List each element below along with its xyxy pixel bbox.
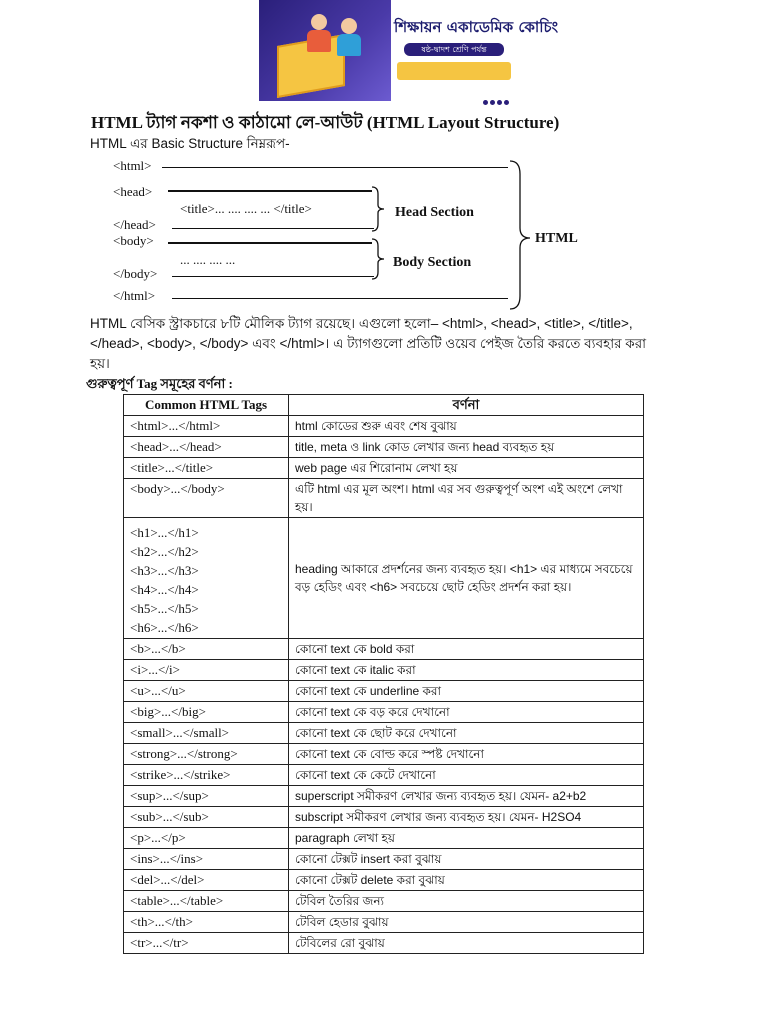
- desc-cell: এটি html এর মূল অংশ। html এর সব গুরুত্বপূর্ণ অংশ এই অংশে লেখা হয়।: [289, 479, 644, 518]
- table-row: [124, 437, 644, 458]
- body-dots: ... .... .... ...: [180, 252, 236, 267]
- tag-cell: <u>...</u>: [124, 681, 289, 702]
- table-header-row: [124, 395, 644, 416]
- tag-cell: <sub>...</sub>: [124, 807, 289, 828]
- tag-cell: <table>...</table>: [124, 891, 289, 912]
- tag-cell: <strike>...</strike>: [124, 765, 289, 786]
- desc-cell: paragraph লেখা হয়: [289, 828, 644, 849]
- desc-cell: কোনো text কে কেটে দেখানো: [289, 765, 644, 786]
- tag-cell: <sup>...</sup>: [124, 786, 289, 807]
- tag-body-open: <body>: [113, 233, 154, 248]
- table-row: [124, 933, 644, 954]
- tag-cell: <strong>...</strong>: [124, 744, 289, 765]
- table-row: [124, 518, 644, 639]
- html-label: HTML: [535, 231, 578, 246]
- brand-subtitle: ষষ্ঠ-দ্বাদশ শ্রেণি পর্যন্ত: [404, 43, 504, 56]
- tag-head-open: <head>: [113, 184, 153, 199]
- desc-cell: superscript সমীকরণ লেখার জন্য ব্যবহৃত হয়। যেমন- a2+b2: [289, 786, 644, 807]
- table-row: [124, 786, 644, 807]
- section-heading: গুরুত্বপূর্ণ Tag সমূহের বর্ণনা :: [86, 376, 233, 391]
- tag-cell: <del>...</del>: [124, 870, 289, 891]
- tag-cell: <i>...</i>: [124, 660, 289, 681]
- table-row: [124, 458, 644, 479]
- contact-strip: [397, 62, 511, 80]
- desc-cell: কোনো text কে ছোট করে দেখানো: [289, 723, 644, 744]
- desc-cell: subscript সমীকরণ লেখার জন্য ব্যবহৃত হয়। যেমন- H2SO4: [289, 807, 644, 828]
- desc-cell: টেবিল তৈরির জন্য: [289, 891, 644, 912]
- column-header-tags: Common HTML Tags: [124, 395, 289, 416]
- tag-cell: <b>...</b>: [124, 639, 289, 660]
- basic-structure-caption: HTML এর Basic Structure নিম্নরূপ-: [90, 136, 290, 151]
- tag-cell: <h1>...</h1> <h2>...</h2> <h3>...</h3> <h4>...</h4> <h5>...</h5> <h6>...</h6>: [124, 518, 289, 639]
- table-row: [124, 870, 644, 891]
- desc-cell: কোনো text কে বোল্ড করে স্পষ্ট দেখানো: [289, 744, 644, 765]
- desc-cell: কোনো text কে bold করা: [289, 639, 644, 660]
- tag-cell: <tr>...</tr>: [124, 933, 289, 954]
- table-row: [124, 765, 644, 786]
- desc-cell: কোনো text কে italic করা: [289, 660, 644, 681]
- tag-cell: <ins>...</ins>: [124, 849, 289, 870]
- head-brace: [372, 186, 386, 232]
- desc-cell: টেবিল হেডার বুঝায়: [289, 912, 644, 933]
- tag-cell: <big>...</big>: [124, 702, 289, 723]
- desc-cell: html কোডের শুরু এবং শেষ বুঝায়: [289, 416, 644, 437]
- desc-cell: কোনো text কে underline করা: [289, 681, 644, 702]
- tag-cell: <small>...</small>: [124, 723, 289, 744]
- banner-illustration: [259, 0, 391, 101]
- table-row: [124, 891, 644, 912]
- desc-cell: কোনো টেক্সট insert করা বুঝায়: [289, 849, 644, 870]
- tag-html-close: </html>: [113, 288, 156, 303]
- tag-title-line: <title>... .... .... ... </title>: [180, 201, 312, 216]
- tag-html-open: <html>: [113, 158, 152, 173]
- intro-paragraph: HTML বেসিক স্ট্রাকচারে ৮টি মৌলিক ট্যাগ রয়েছে। এগুলো হলো– <html>, <head>, <title>, </title>, </head>, <body>, </body> এবং </html>। এ ট্যাগগুলো প্রতিটি ওয়েব পেইজ তৈরি করতে ব্যবহার করা হয়।: [90, 316, 647, 371]
- table-row: [124, 912, 644, 933]
- table-row: [124, 681, 644, 702]
- table-row: [124, 849, 644, 870]
- desc-cell: কোনো টেক্সট delete করা বুঝায়: [289, 870, 644, 891]
- column-header-description: বর্ণনা: [289, 395, 644, 416]
- tag-cell: <head>...</head>: [124, 437, 289, 458]
- html-brace: [510, 160, 534, 310]
- desc-cell: কোনো text কে বড় করে দেখানো: [289, 702, 644, 723]
- table-row: [124, 479, 644, 518]
- head-section-label: Head Section: [395, 205, 474, 220]
- tag-head-close: </head>: [113, 217, 156, 232]
- body-section-label: Body Section: [393, 255, 472, 270]
- brand-name: শিক্ষায়ন একাডেমিক কোচিং: [394, 18, 559, 36]
- tag-cell: <title>...</title>: [124, 458, 289, 479]
- table-row: [124, 807, 644, 828]
- tag-cell: <th>...</th>: [124, 912, 289, 933]
- decorative-dots: [483, 92, 511, 110]
- tag-cell: <html>...</html>: [124, 416, 289, 437]
- table-row: [124, 702, 644, 723]
- desc-cell: title, meta ও link কোড লেখার জন্য head ব্যবহৃত হয়: [289, 437, 644, 458]
- body-brace: [372, 238, 386, 280]
- tags-table: [123, 394, 644, 954]
- table-row: [124, 723, 644, 744]
- table-row: [124, 744, 644, 765]
- table-row: [124, 828, 644, 849]
- tag-cell: <p>...</p>: [124, 828, 289, 849]
- desc-cell: heading আকারে প্রদর্শনের জন্য ব্যবহৃত হয়। <h1> এর মাধ্যমে সবচেয়ে বড় হেডিং এবং <h6> সবচেয়ে ছোট হেডিং প্রদর্শন করা হয়।: [289, 518, 644, 639]
- desc-cell: টেবিলের রো বুঝায়: [289, 933, 644, 954]
- table-row: [124, 660, 644, 681]
- tag-cell: <body>...</body>: [124, 479, 289, 518]
- page-title: HTML ট্যাগ নকশা ও কাঠামো লে-আউট (HTML Layout Structure): [91, 113, 560, 132]
- table-row: [124, 639, 644, 660]
- table-row: [124, 416, 644, 437]
- tag-body-close: </body>: [113, 266, 158, 281]
- desc-cell: web page এর শিরোনাম লেখা হয়: [289, 458, 644, 479]
- header-banner: [259, 0, 559, 101]
